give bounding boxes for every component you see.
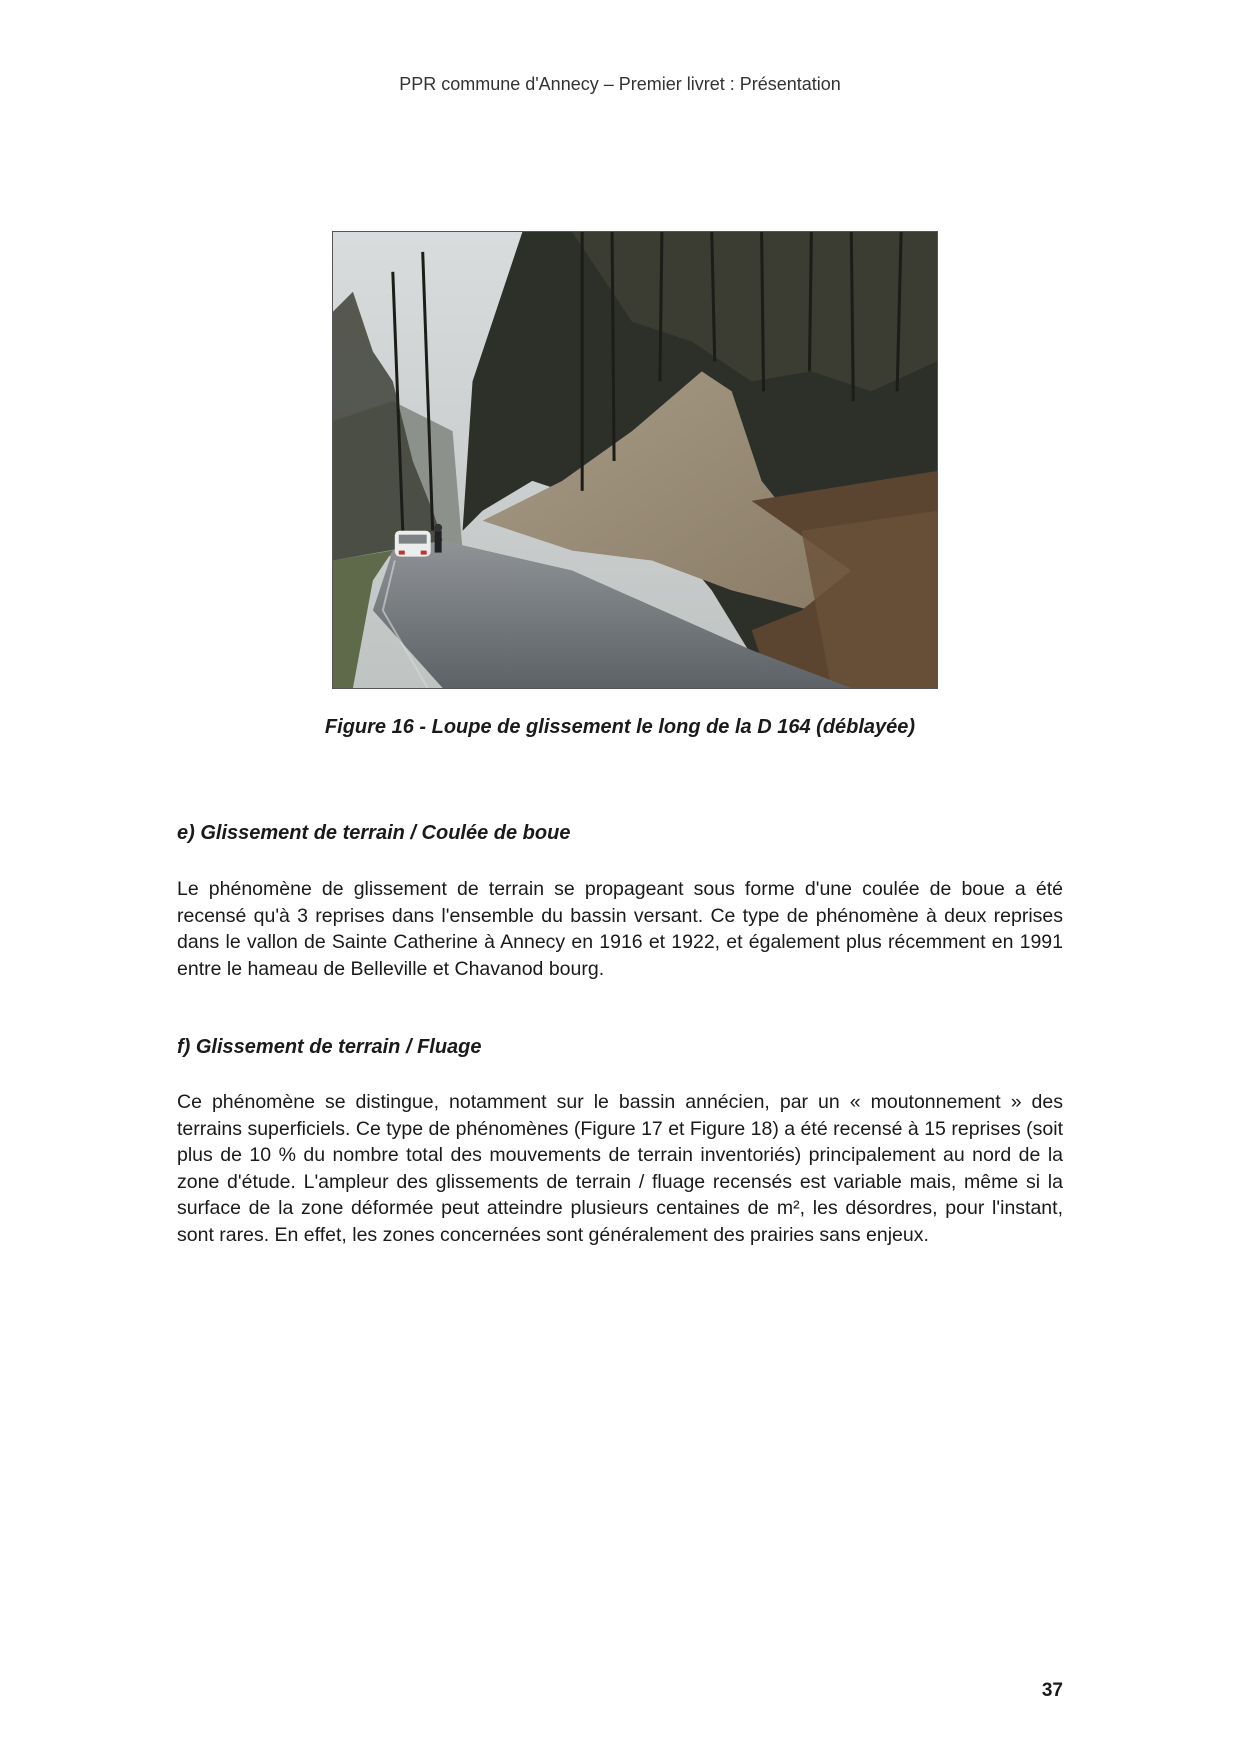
section-f-heading: f) Glissement de terrain / Fluage <box>177 1036 482 1058</box>
page-header: PPR commune d'Annecy – Premier livret : Présentation <box>399 74 841 94</box>
section-f-paragraph: Ce phénomène se distingue, notamment sur le bassin annécien, par un « moutonnement » des terrains superficiels. Ce type de phénomènes (Figure 17 et Figure 18) a été recensé à 15 reprises (soit plus de 10 % du nombre total des mouvements de terrain inventoriés) principalement au nord de la zone d'étude. L'ampleur des glissements de terrain / fluage recensés est variable mais, même si la surface de la zone déformée peut atteindre plusieurs centaines de m², les désordres, pour l'instant, sont rares. En effet, les zones concernées sont généralement des prairies sans enjeux. <box>177 1091 1063 1246</box>
figure-caption: Figure 16 - Loupe de glissement le long de la D 164 (déblayée) <box>324 716 916 738</box>
landslide-photo <box>332 231 938 689</box>
page-number: 37 <box>1041 1680 1063 1701</box>
section-e-paragraph: Le phénomène de glissement de terrain se propageant sous forme d'une coulée de boue a été recensé qu'à 3 reprises dans l'ensemble du bassin versant. Ce type de phénomène à deux reprises dans le vallon de Sainte Catherine à Annecy en 1916 et 1922, et également plus récemment en 1991 entre le hameau de Belleville et Chavanod bourg. <box>177 878 1063 980</box>
photo-illustration <box>333 232 937 688</box>
section-e-heading: e) Glissement de terrain / Coulée de boue <box>177 822 571 844</box>
